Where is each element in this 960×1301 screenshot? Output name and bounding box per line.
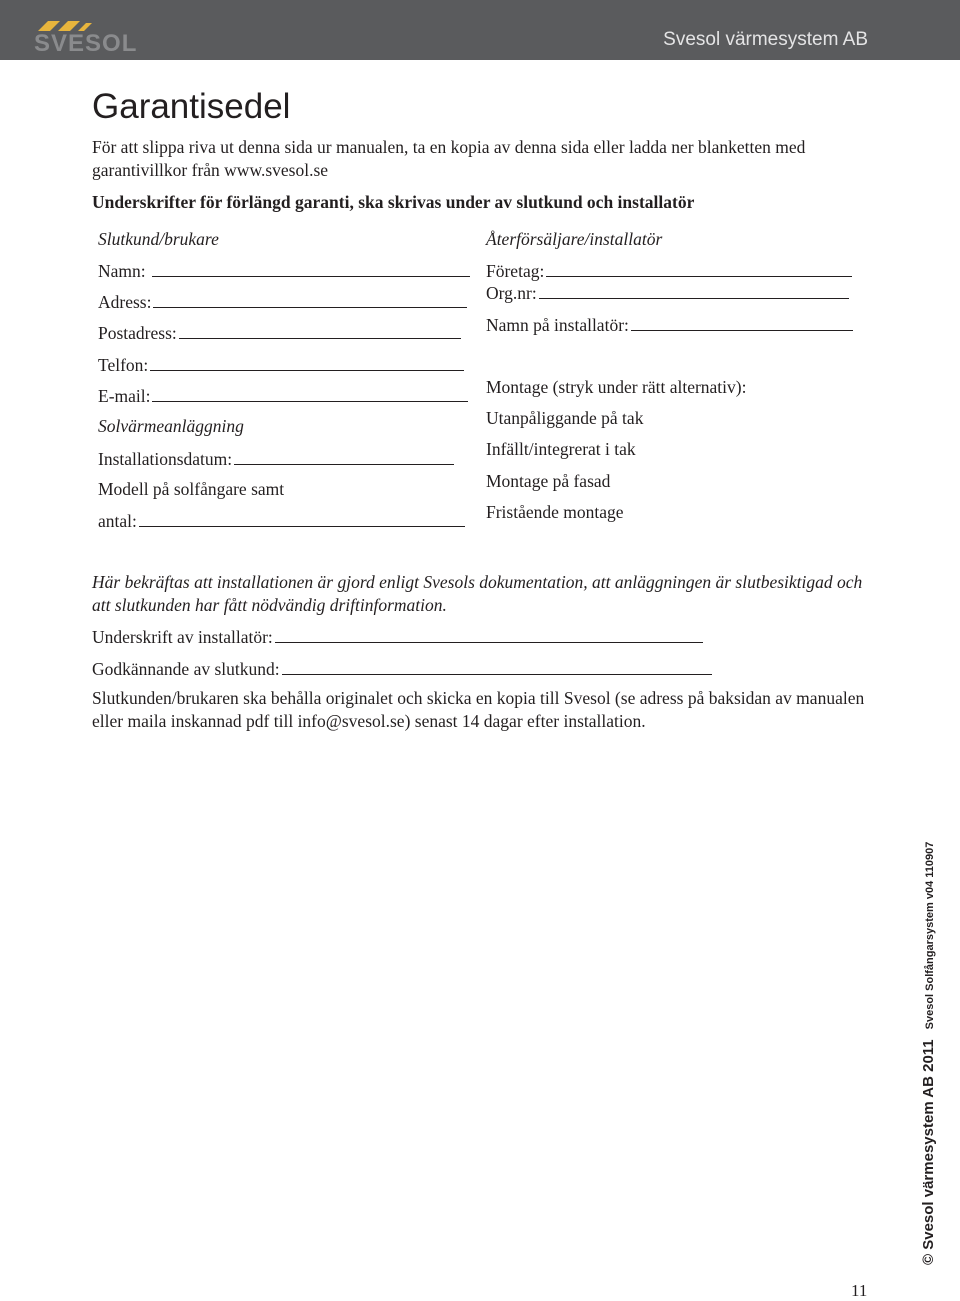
customer-signature-field[interactable] — [92, 658, 712, 680]
address-line[interactable] — [153, 291, 467, 308]
org-nr-field[interactable] — [486, 282, 849, 304]
installer-name-label: Namn på installatör: — [486, 315, 629, 335]
customer-signature-label: Godkännande av slutkund: — [92, 659, 280, 679]
company-name: Svesol värmesystem AB — [663, 29, 868, 50]
installer-name-line[interactable] — [631, 314, 853, 331]
mount-option[interactable]: Montage på fasad — [486, 471, 611, 491]
company-label: Företag: — [486, 261, 545, 281]
mount-option[interactable]: Infällt/integrerat i tak — [486, 439, 636, 459]
page-title: Garantisedel — [92, 87, 291, 126]
address-field[interactable] — [98, 291, 467, 313]
postal-line[interactable] — [179, 322, 461, 339]
side-copyright — [920, 842, 938, 1265]
closing-text: Slutkunden/brukaren ska behålla originalet och skicka en kopia till Svesol (se adress på baksidan av manualen eller maila inskannad pdf till info@svesol.se) senast 14 dagar efter installation. — [92, 688, 865, 731]
page-number: 11 — [851, 1281, 868, 1300]
email-label: E-mail: — [98, 386, 151, 406]
company-field[interactable] — [486, 260, 852, 282]
installer-signature-label: Underskrift av installatör: — [92, 627, 273, 647]
install-date-line[interactable] — [234, 448, 454, 465]
count-field[interactable] — [98, 510, 465, 532]
installer-signature-line[interactable] — [275, 626, 703, 643]
name-field[interactable] — [98, 260, 470, 282]
postal-field[interactable] — [98, 322, 461, 344]
address-label: Adress: — [98, 292, 152, 312]
svesol-logo — [34, 18, 150, 56]
installer-name-field[interactable] — [486, 314, 853, 336]
mount-heading: Montage (stryk under rätt alternativ): — [486, 377, 747, 397]
company-line[interactable] — [546, 260, 852, 277]
system-heading: Solvärmeanläggning — [98, 416, 244, 436]
name-line[interactable] — [152, 260, 470, 277]
mount-option[interactable]: Fristående montage — [486, 502, 624, 522]
name-label: Namn: — [98, 261, 146, 281]
customer-heading: Slutkund/brukare — [98, 229, 219, 249]
confirmation-text: Här bekräftas att installationen är gjord enligt Svesols dokumentation, att anläggningen är slutbesiktigad och att slutkunden har fått nödvändig driftinformation. — [92, 572, 863, 615]
model-label: Modell på solfångare samt — [98, 479, 285, 499]
count-label: antal: — [98, 511, 137, 531]
version-text: Svesol Solfångarsystem v04 110907 — [924, 841, 936, 1030]
postal-label: Postadress: — [98, 323, 177, 343]
installer-signature-field[interactable] — [92, 626, 703, 648]
email-field[interactable] — [98, 385, 468, 407]
phone-field[interactable] — [98, 354, 464, 376]
customer-signature-line[interactable] — [282, 658, 712, 675]
install-date-field[interactable] — [98, 448, 454, 470]
header-bar — [0, 0, 960, 60]
logo-text: SVESOL — [34, 30, 138, 57]
org-nr-label: Org.nr: — [486, 283, 537, 303]
installer-heading: Återförsäljare/installatör — [486, 229, 663, 249]
phone-line[interactable] — [150, 354, 464, 371]
email-line[interactable] — [152, 385, 468, 402]
copyright-text: © Svesol värmesystem AB 2011 — [920, 1039, 937, 1265]
install-date-label: Installationsdatum: — [98, 449, 233, 469]
mount-option[interactable]: Utanpåliggande på tak — [486, 408, 644, 428]
signatures-heading: Underskrifter för förlängd garanti, ska skrivas under av slutkund och installatör — [92, 192, 695, 212]
org-nr-line[interactable] — [539, 282, 849, 299]
count-line[interactable] — [139, 510, 465, 527]
phone-label: Telfon: — [98, 355, 149, 375]
intro-text: För att slippa riva ut denna sida ur manualen, ta en kopia av denna sida eller ladda ner blanketten med garantivillkor från www.svesol.se — [92, 137, 806, 180]
